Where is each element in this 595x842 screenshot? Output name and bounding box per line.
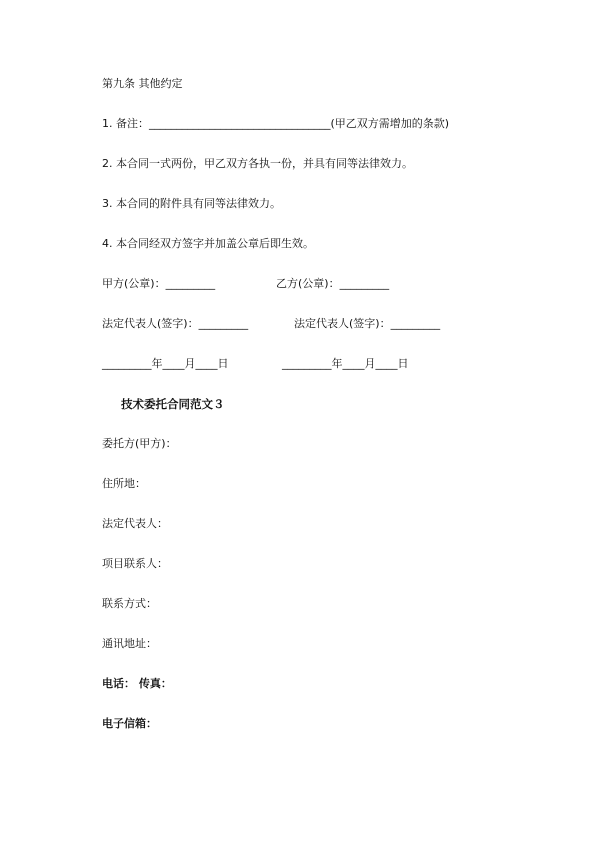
party-a-date: _________年____月____日 <box>102 357 229 370</box>
party-a-representative: 法定代表人(签字)：_________ <box>102 317 249 330</box>
clause-3-attachments: 3. 本合同的附件具有同等法律效力。 <box>102 197 281 210</box>
clause-4-effective: 4. 本合同经双方签字并加盖公章后即生效。 <box>102 237 314 250</box>
party-a-seal: 甲方(公章)：_________ <box>102 277 216 290</box>
party-b-representative: 法定代表人(签字)：_________ <box>294 317 441 330</box>
project-contact-label: 项目联系人： <box>102 557 168 570</box>
address-label: 住所地： <box>102 477 146 490</box>
client-label: 委托方(甲方)： <box>102 437 177 450</box>
article-title: 第九条 其他约定 <box>102 77 183 90</box>
clause-1-remarks: 1. 备注：_________________________________(甲乙双方需增加的条款) <box>102 117 450 130</box>
email-label: 电子信箱： <box>102 717 157 730</box>
mailing-address-label: 通讯地址： <box>102 637 157 650</box>
legal-rep-label: 法定代表人： <box>102 517 168 530</box>
party-b-date: _________年____月____日 <box>282 357 409 370</box>
section-title: 技术委托合同范文３ <box>121 397 225 411</box>
contact-method-label: 联系方式： <box>102 597 157 610</box>
party-b-seal: 乙方(公章)：_________ <box>276 277 390 290</box>
phone-fax-label: 电话： 传真： <box>102 677 172 690</box>
clause-2-copies: 2. 本合同一式两份，甲乙双方各执一份，并具有同等法律效力。 <box>102 157 413 170</box>
